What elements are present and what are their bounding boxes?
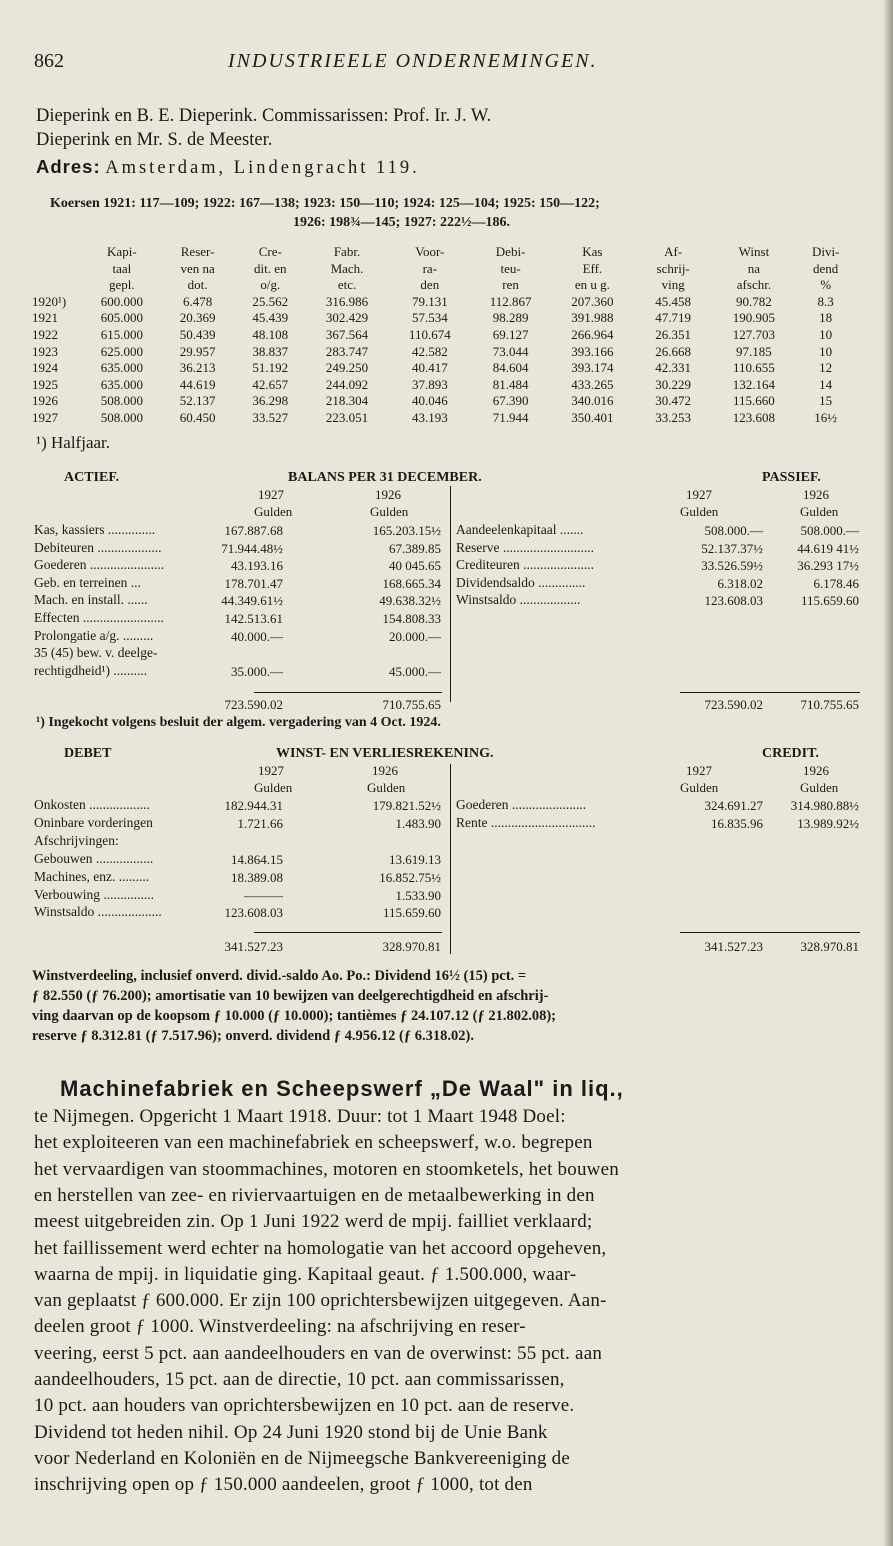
table-cell: 52.137 <box>179 393 216 409</box>
table-row <box>32 294 856 311</box>
table-cell: 42.331 <box>655 360 692 376</box>
table-cell: 12 <box>819 360 833 376</box>
article-line: en herstellen van zee- en riviervaartuigen en de metaalbewerking in den <box>34 1184 595 1206</box>
table-header-cell: en u g. <box>574 277 610 293</box>
table-cell: 81.484 <box>492 376 529 392</box>
ledger-label: Goederen ...................... <box>34 557 165 573</box>
ledger-label: Winstsaldo .................. <box>456 592 581 608</box>
article-line: het faillissement werd echter na homologatie van het accoord opgeheven, <box>34 1237 607 1259</box>
balans-unit-left-2: Gulden <box>370 504 409 519</box>
ledger-value-1927: 508.000.— <box>704 523 763 538</box>
table-cell: 45.439 <box>252 310 289 326</box>
article-line: voor Nederland en Koloniën en de Nijmeegsche Bankvereeniging de <box>34 1447 570 1469</box>
table-cell: 33.253 <box>655 409 692 425</box>
table-cell: 127.703 <box>732 326 776 342</box>
table-header-cell: ren <box>502 277 519 293</box>
ledger-value-1926: 44.619 41½ <box>797 540 859 556</box>
table-cell: 84.604 <box>492 360 529 376</box>
table-row <box>32 344 856 361</box>
ledger-value-1926: 1.533.90 <box>395 887 441 903</box>
table-cell: 45.458 <box>655 293 692 309</box>
ledger-label: Crediteuren ..................... <box>456 557 594 573</box>
table-cell: 69.127 <box>492 326 529 342</box>
ledger-value-1927: 142.513.61 <box>224 611 283 626</box>
table-cell: 508.000 <box>100 393 143 409</box>
adres-value: Amsterdam, Lindengracht 119. <box>105 158 420 178</box>
balans-year-right-2: 1926 <box>803 487 829 502</box>
winst-year-right-1: 1927 <box>686 763 712 778</box>
winst-unit-left-2: Gulden <box>367 780 406 795</box>
ledger-label: 35 (45) bew. v. deelge- <box>34 645 158 661</box>
table-cell: 1925 <box>32 376 58 392</box>
table-cell: 10 <box>819 326 833 342</box>
ledger-value-1927: 18.389.08 <box>231 869 283 885</box>
table-cell: 71.944 <box>492 409 529 425</box>
balans-sum-rule-right <box>680 692 860 693</box>
ledger-label: Gebouwen ................. <box>34 850 154 866</box>
table-cell: 40.417 <box>411 360 448 376</box>
ledger-value-1926: 115.659.60 <box>382 905 441 921</box>
winst-total-left-1927: 341.527.23 <box>224 939 283 954</box>
table-header-cell <box>32 261 85 278</box>
table-cell: 42.582 <box>411 343 448 359</box>
table-header-cell: schrij- <box>656 260 690 276</box>
financial-history-table <box>32 244 856 427</box>
ledger-value-1927: 43.193.16 <box>231 558 283 574</box>
winst-total-left-1926: 328.970.81 <box>382 939 441 954</box>
winst-unit-left-1: Gulden <box>254 780 293 795</box>
ledger-label: Aandeelenkapitaal ....... <box>456 522 584 537</box>
table-cell: 26.351 <box>655 326 692 342</box>
ledger-value-1927: 182.944.31 <box>224 798 283 813</box>
table-cell: 6.478 <box>182 293 213 309</box>
ledger-value-1927: 16.835.96 <box>711 815 763 831</box>
table-header-cell <box>32 244 85 261</box>
ledger-value-1926: 168.665.34 <box>382 575 441 591</box>
ledger-label: Afschrijvingen: <box>34 832 119 848</box>
winst-unit-right-2: Gulden <box>800 780 839 795</box>
ledger-label: Rente ............................... <box>456 814 596 830</box>
koersen-line-2: 1926: 198¾—145; 1927: 222½—186. <box>293 215 510 230</box>
table-header-cell: den <box>420 277 440 293</box>
winst-total-right-1927: 341.527.23 <box>704 939 763 954</box>
winst-total-right-1926: 328.970.81 <box>800 939 859 954</box>
winst-year-left-2: 1926 <box>372 763 398 778</box>
table-cell: 50.439 <box>179 326 216 342</box>
winst-sum-rule-left <box>254 932 442 933</box>
article-headline: Machinefabriek en Scheepswerf „De Waal" in liq., <box>60 1076 624 1101</box>
table-cell: 16½ <box>814 409 838 425</box>
ledger-label: Geb. en terreinen ... <box>34 574 141 590</box>
table-cell: 625.000 <box>100 343 143 359</box>
table-header-cell: Debi- <box>495 244 526 259</box>
table-header-cell: Reser- <box>180 244 215 259</box>
table-cell: 393.174 <box>571 360 614 376</box>
table-cell: 26.668 <box>655 343 692 359</box>
table-cell: 1927 <box>32 409 58 425</box>
table-header-cell: % <box>820 277 832 293</box>
table-cell: 391.988 <box>571 310 614 326</box>
table-cell: 48.108 <box>252 326 289 342</box>
table-cell: 244.092 <box>325 376 369 392</box>
table-cell: 98.289 <box>492 310 529 326</box>
table-footnote: ¹) Halfjaar. <box>36 433 111 452</box>
table-cell: 223.051 <box>325 409 369 425</box>
ledger-value-1926: 508.000.— <box>800 523 859 538</box>
koersen-line-1: Koersen 1921: 117—109; 1922: 167—138; 1923: 150—110; 1924: 125—104; 1925: 150—122; <box>50 196 600 211</box>
table-cell: 36.298 <box>252 393 289 409</box>
table-cell: 283.747 <box>325 343 369 359</box>
balans-total-right-1927: 723.590.02 <box>704 697 763 712</box>
table-cell: 44.619 <box>179 376 216 392</box>
article-line: deelen groot ƒ 1000. Winstverdeeling: na afschrijving en reser- <box>34 1316 526 1338</box>
ledger-value-1926: 154.808.33 <box>382 611 441 626</box>
table-cell: 30.229 <box>655 376 692 392</box>
table-cell: 433.265 <box>571 376 614 392</box>
ledger-value-1926: 13.619.13 <box>389 851 441 867</box>
table-cell: 132.164 <box>732 376 776 392</box>
balans-year-right-1: 1927 <box>686 487 712 502</box>
table-row <box>32 393 856 410</box>
table-header-cell: na <box>747 260 761 276</box>
balans-unit-left-1: Gulden <box>254 504 293 519</box>
article-line: het exploiteeren van een machinefabriek en scheepswerf, w.o. begrepen <box>34 1132 593 1154</box>
ledger-label: rechtigdheid¹) .......... <box>34 662 148 678</box>
table-header-cell: dot. <box>187 277 208 293</box>
table-cell: 110.674 <box>408 326 451 342</box>
table-row <box>32 360 856 377</box>
ledger-value-1927: 35.000.— <box>231 663 283 679</box>
adres-label: Adres: <box>36 156 101 177</box>
table-cell: 393.166 <box>571 343 614 359</box>
ledger-value-1927: 71.944.48½ <box>221 540 283 556</box>
article-line: veering, eerst 5 pct. aan aandeelhouders en van de overwinst: 55 pct. aan <box>34 1342 603 1364</box>
table-header-cell: Eff. <box>582 260 603 276</box>
ledger-label: Machines, enz. ......... <box>34 868 150 884</box>
table-row <box>32 377 856 394</box>
ledger-value-1926: 115.659.60 <box>800 593 859 609</box>
table-cell: 1923 <box>32 343 58 359</box>
balans-unit-right-2: Gulden <box>800 504 839 519</box>
table-row <box>32 310 856 327</box>
adres-line <box>36 156 420 179</box>
table-cell: 14 <box>819 376 833 392</box>
balans-footnote: ¹) Ingekocht volgens besluit der algem. vergadering van 4 Oct. 1924. <box>36 715 441 730</box>
ledger-value-1927: 44.349.61½ <box>221 593 283 609</box>
table-header-cell: Fabr. <box>333 244 361 259</box>
intro-line-1: Dieperink en B. E. Dieperink. Commissarissen: Prof. Ir. J. W. <box>36 106 492 126</box>
table-cell: 350.401 <box>571 409 614 425</box>
table-cell: 1922 <box>32 326 58 342</box>
table-cell: 47.719 <box>655 310 692 326</box>
table-cell: 508.000 <box>100 409 143 425</box>
ledger-label: Onkosten .................. <box>34 797 150 812</box>
table-cell: 20.369 <box>179 310 216 326</box>
winstverdeeling-line-3: ving daarvan op de koopsom ƒ 10.000 (ƒ 10.000); tantièmes ƒ 24.107.12 (ƒ 21.802.08); <box>32 1008 557 1024</box>
table-cell: 51.192 <box>252 360 289 376</box>
ledger-label: Verbouwing ............... <box>34 886 154 902</box>
table-header-row <box>32 261 856 278</box>
table-cell: 367.564 <box>325 326 369 342</box>
credit-title: CREDIT. <box>762 746 819 761</box>
table-cell: 218.304 <box>325 393 369 409</box>
ledger-label: Winstsaldo ................... <box>34 904 162 920</box>
table-cell: 190.905 <box>732 310 776 326</box>
ledger-label: Prolongatie a/g. ......... <box>34 627 154 643</box>
winst-unit-right-1: Gulden <box>680 780 719 795</box>
table-cell: 207.360 <box>571 293 614 309</box>
page-number: 862 <box>34 50 64 72</box>
winst-year-left-1: 1927 <box>258 763 284 778</box>
table-cell: 340.016 <box>571 393 614 409</box>
table-header-cell: o/g. <box>260 277 281 293</box>
ledger-value-1927: ——— <box>244 887 283 903</box>
table-header-cell: Mach. <box>330 260 364 276</box>
table-cell: 600.000 <box>100 293 143 309</box>
table-header-cell: dend <box>813 260 839 276</box>
ledger-value-1927: 123.608.03 <box>224 905 283 921</box>
winst-title: WINST- EN VERLIESREKENING. <box>276 746 494 761</box>
table-cell: 90.782 <box>736 293 772 309</box>
table-cell: 302.429 <box>325 310 369 326</box>
ledger-value-1926: 314.980.88½ <box>790 798 859 813</box>
table-header-cell: Cre- <box>258 244 282 259</box>
article-line: te Nijmegen. Opgericht 1 Maart 1918. Duur: tot 1 Maart 1948 Doel: <box>34 1106 566 1127</box>
table-cell: 42.657 <box>252 376 289 392</box>
ledger-value-1926: 49.638.32½ <box>379 593 441 609</box>
table-header-cell: Divi- <box>811 244 840 259</box>
balans-title: BALANS PER 31 DECEMBER. <box>288 470 482 485</box>
table-cell: 316.986 <box>325 293 369 309</box>
table-header-row <box>32 277 856 294</box>
table-cell: 605.000 <box>100 310 143 326</box>
ledger-value-1927: 40.000.— <box>231 628 283 644</box>
table-header-cell: dit. en <box>254 260 287 276</box>
table-row <box>32 327 856 344</box>
ledger-label: Reserve ........................... <box>456 539 594 555</box>
debet-title: DEBET <box>64 746 112 761</box>
winstverdeeling-line-1: Winstverdeeling, inclusief onverd. divid.-saldo Ao. Po.: Dividend 16½ (15) pct. = <box>32 968 527 984</box>
balans-year-left-2: 1926 <box>375 487 401 502</box>
table-header-cell: teu- <box>500 260 521 276</box>
table-cell: 635.000 <box>100 360 143 376</box>
ledger-label: Dividendsaldo .............. <box>456 574 586 590</box>
ledger-label: Debiteuren ................... <box>34 539 162 555</box>
balans-total-left-1926: 710.755.65 <box>382 697 441 712</box>
ledger-value-1927: 14.864.15 <box>231 851 283 867</box>
page-edge-shadow <box>883 0 893 1546</box>
article-line: aandeelhouders, 15 pct. aan de directie, 10 pct. aan commissarissen, <box>34 1369 565 1390</box>
article-line: Dividend tot heden nihil. Op 24 Juni 1920 stond bij de Unie Bank <box>34 1421 548 1443</box>
ledger-value-1926: 40 045.65 <box>389 558 441 574</box>
table-cell: 15 <box>819 393 833 409</box>
running-title: INDUSTRIEELE ONDERNEMINGEN. <box>228 50 598 72</box>
ledger-value-1927: 33.526.59½ <box>701 558 763 574</box>
ledger-value-1926: 179.821.52½ <box>372 798 441 813</box>
ledger-value-1926: 36.293 17½ <box>797 558 859 574</box>
article-line: waarna de mpij. in liquidatie ging. Kapitaal geaut. ƒ 1.500.000, waar- <box>34 1263 577 1285</box>
table-header-cell <box>32 277 85 294</box>
balans-year-left-1: 1927 <box>258 487 284 502</box>
table-header-cell: Kapi- <box>107 244 137 259</box>
table-cell: 73.044 <box>492 343 529 359</box>
table-cell: 60.450 <box>179 409 216 425</box>
table-cell: 30.472 <box>655 393 692 409</box>
table-header-cell: ving <box>661 277 685 293</box>
balans-unit-right-1: Gulden <box>680 504 719 519</box>
balans-total-left-1927: 723.590.02 <box>224 697 283 712</box>
table-cell: 8.3 <box>817 293 834 309</box>
article-line: van geplaatst ƒ 600.000. Er zijn 100 oprichtersbewijzen uitgegeven. Aan- <box>34 1290 607 1312</box>
table-cell: 10 <box>819 343 833 359</box>
table-header-cell: afschr. <box>736 277 772 293</box>
ledger-value-1927: 123.608.03 <box>704 593 763 609</box>
article-line: inschrijving open op ƒ 150.000 aandeelen, groot ƒ 1000, tot den <box>34 1474 533 1496</box>
winstverdeeling-line-2: ƒ 82.550 (ƒ 76.200); amortisatie van 10 bewijzen van deelgerechtigdheid en afschrij- <box>32 988 549 1004</box>
table-cell: 110.655 <box>733 360 775 376</box>
ledger-value-1926: 165.203.15½ <box>372 523 441 538</box>
table-cell: 29.957 <box>179 343 216 359</box>
table-header-cell: taal <box>112 260 132 276</box>
table-header-cell: Winst <box>738 244 770 259</box>
table-header-cell: gepl. <box>109 277 135 293</box>
ledger-value-1927: 52.137.37½ <box>701 540 763 556</box>
article-line: het vervaardigen van stoommachines, motoren en stoomketels, het bouwen <box>34 1158 619 1180</box>
ledger-value-1926: 45.000.— <box>389 663 441 679</box>
table-cell: 1920¹) <box>32 293 67 309</box>
article-line: meest uitgebreiden zin. Op 1 Juni 1922 werd de mpij. failliet verklaard; <box>34 1211 593 1233</box>
table-cell: 38.837 <box>252 343 289 359</box>
table-cell: 1926 <box>32 393 58 409</box>
table-cell: 1924 <box>32 360 58 376</box>
winst-sum-rule-right <box>680 932 860 933</box>
ledger-value-1926: 13.989.92½ <box>797 815 859 831</box>
ledger-label: Oninbare vorderingen <box>34 814 153 830</box>
ledger-value-1926: 6.178.46 <box>813 575 859 591</box>
table-cell: 615.000 <box>100 326 143 342</box>
actief-title: ACTIEF. <box>64 470 120 485</box>
ledger-label: Goederen ...................... <box>456 797 587 812</box>
intro-line-2: Dieperink en Mr. S. de Meester. <box>36 130 273 150</box>
passief-title: PASSIEF. <box>762 470 821 485</box>
ledger-value-1927: 1.721.66 <box>237 815 283 831</box>
ledger-label: Mach. en install. ...... <box>34 592 148 608</box>
winst-year-right-2: 1926 <box>803 763 829 778</box>
table-cell: 123.608 <box>732 409 776 425</box>
ledger-value-1926: 20.000.— <box>389 628 441 644</box>
ledger-value-1926: 16.852.75½ <box>379 869 441 885</box>
ledger-value-1926: 67.389.85 <box>389 540 441 556</box>
balans-total-right-1926: 710.755.65 <box>800 697 859 712</box>
balans-sum-rule-left <box>254 692 442 693</box>
ledger-label: Kas, kassiers .............. <box>34 522 156 537</box>
article-line: 10 pct. aan houders van oprichtersbewijzen en 10 pct. aan de reserve. <box>34 1395 575 1417</box>
table-cell: 57.534 <box>411 310 448 326</box>
ledger-value-1927: 167.887.68 <box>224 523 283 538</box>
table-cell: 67.390 <box>492 393 529 409</box>
table-cell: 36.213 <box>179 360 216 376</box>
table-cell: 112.867 <box>489 293 532 309</box>
table-row <box>32 410 856 427</box>
ledger-value-1927: 6.318.02 <box>717 575 763 591</box>
ledger-label: Effecten ........................ <box>34 610 164 625</box>
table-cell: 40.046 <box>411 393 448 409</box>
table-header-cell: etc. <box>337 277 357 293</box>
table-header-cell: Af- <box>664 244 683 259</box>
table-cell: 249.250 <box>325 360 369 376</box>
table-header-cell: ven na <box>180 260 215 276</box>
table-cell: 97.185 <box>736 343 772 359</box>
table-cell: 18 <box>819 310 833 326</box>
ledger-value-1927: 178.701.47 <box>224 575 283 591</box>
table-cell: 37.893 <box>411 376 448 392</box>
table-cell: 115.660 <box>733 393 775 409</box>
table-cell: 635.000 <box>100 376 143 392</box>
ledger-value-1926: 1.483.90 <box>395 815 441 831</box>
table-header-row <box>32 244 856 261</box>
table-cell: 266.964 <box>571 326 614 342</box>
winst-divider <box>450 764 451 954</box>
table-header-cell: Voor- <box>415 244 445 259</box>
table-cell: 25.562 <box>252 293 289 309</box>
table-cell: 43.193 <box>411 409 448 425</box>
balans-divider <box>450 486 451 702</box>
winstverdeeling-line-4: reserve ƒ 8.312.81 (ƒ 7.517.96); onverd. dividend ƒ 4.956.12 (ƒ 6.318.02). <box>32 1028 474 1044</box>
ledger-value-1927: 324.691.27 <box>704 798 763 813</box>
table-cell: 79.131 <box>411 293 448 309</box>
table-cell: 33.527 <box>252 409 289 425</box>
table-cell: 1921 <box>32 310 58 326</box>
table-header-cell: ra- <box>422 260 438 276</box>
table-header-cell: Kas <box>582 244 603 259</box>
